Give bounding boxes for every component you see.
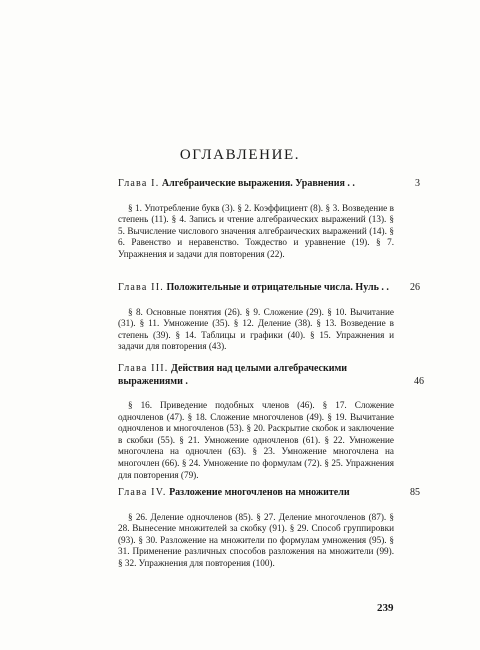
page-number: 239 bbox=[377, 602, 394, 614]
chapter-1-label: Глава I. bbox=[118, 178, 160, 189]
chapter-1-page: 3 bbox=[415, 178, 420, 189]
chapter-3-page: 46 bbox=[414, 375, 424, 387]
chapter-1-sections: § 1. Употребление букв (3). § 2. Коэффициент (8). § 3. Возведение в степень (11). § 4. Запись и чтение алгебраических выражений (13). § 5. Вычисление числового значения алгебраических выражений (14). § 6. Равенство и неравенство. Тождество и уравнение (19). § 7. Упражнения и задачи для повторения (22). bbox=[118, 202, 394, 259]
chapter-1-title: Алгебраические выражения. Уравнения . . bbox=[161, 178, 355, 189]
chapter-3-title: Действия над целыми алгебраческими выражениями . bbox=[118, 363, 348, 387]
chapter-2-sections: § 8. Основные понятия (26). § 9. Сложение (29). § 10. Вычитание (31). § 11. Умножение (35). § 12. Деление (38). § 13. Возведение в степень (39). § 14. Таблицы и графики (40). § 15. Упражнения и задачи для повторения (43). bbox=[118, 306, 394, 352]
chapter-3-label: Глава III. bbox=[118, 363, 169, 374]
chapter-4-heading bbox=[118, 487, 420, 500]
chapter-4-title: Разложение многочленов на множители bbox=[169, 487, 350, 498]
chapter-1 bbox=[118, 178, 420, 260]
chapter-2-title: Положительные и отрицательные числа. Нуль . . bbox=[166, 282, 389, 293]
page-title: ОГЛАВЛЕНИЕ. bbox=[179, 147, 301, 163]
chapter-4-page: 85 bbox=[410, 487, 420, 498]
chapter-3 bbox=[118, 363, 424, 481]
chapter-4-sections: § 26. Деление одночленов (85). § 27. Деление многочленов (87). § 28. Вынесение множителей за скобку (91). § 29. Способ группировки (93). § 30. Разложение на множители по формулам умножения (95). § 31. Применение различных способов разложения на множители (99). § 32. Упражнения для повторения (100). bbox=[118, 511, 394, 568]
chapter-1-heading bbox=[118, 178, 420, 191]
chapter-2 bbox=[118, 282, 420, 353]
chapter-2-page: 26 bbox=[410, 282, 420, 293]
chapter-3-sections: § 16. Приведение подобных членов (46). § 17. Сложение одночленов (47). § 18. Сложение многочленов (49). § 19. Вычитание одночленов и многочленов (53). § 20. Раскрытие скобок и заключение в скобки (55). § 21. Умножение одночленов (61). § 22. Умножение многочлена на одночлен (63). § 23. Умножение многочлена на многочлен (66). § 24. Умножение по формулам (72). § 25. Упражнения для повторения (79). bbox=[118, 400, 394, 480]
chapter-4-label: Глава IV. bbox=[118, 487, 167, 498]
chapter-2-heading bbox=[118, 282, 420, 295]
chapter-4 bbox=[118, 487, 420, 569]
chapter-3-heading bbox=[118, 363, 424, 388]
chapter-2-label: Глава II. bbox=[118, 282, 164, 293]
